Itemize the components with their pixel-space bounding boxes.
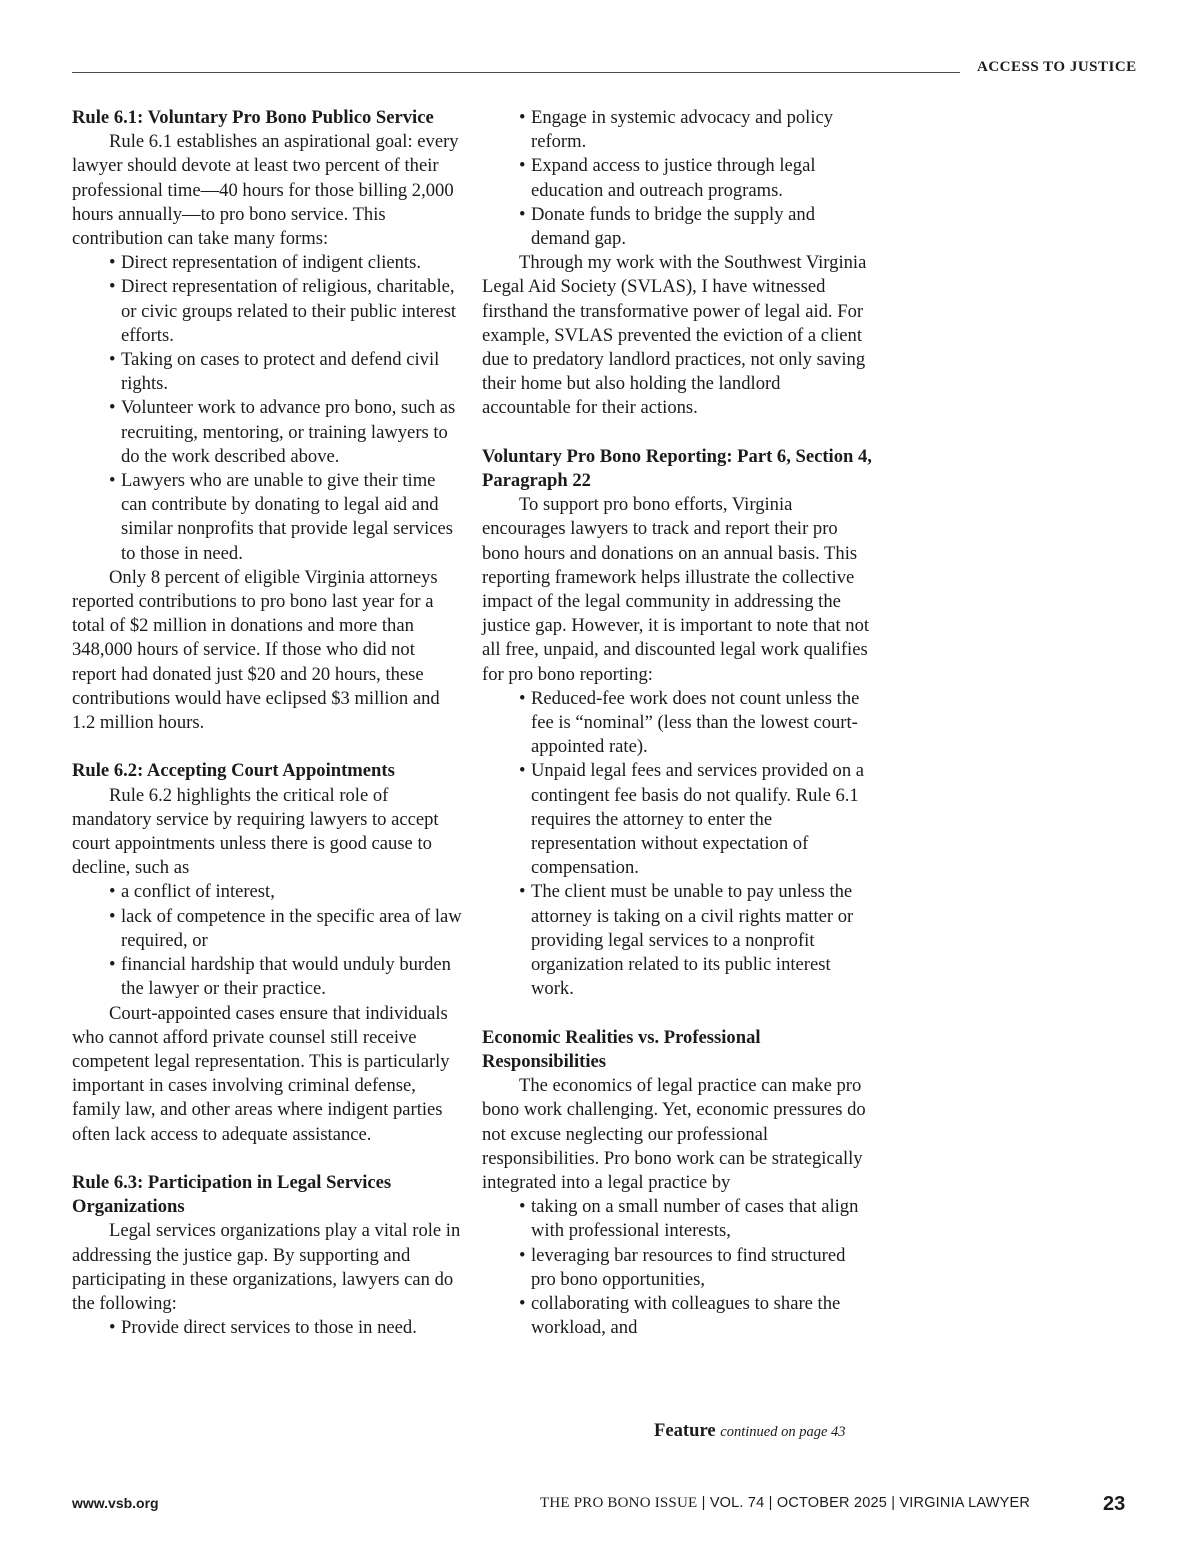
list-item: • leveraging bar resources to find structured pro bono opportunities, [519, 1244, 872, 1292]
rule63-list [72, 1316, 462, 1340]
rule61-paragraph: Rule 6.1 establishes an aspirational goal: every lawyer should devote at least two percent of their professional time—40 hours for those billing 2,000 hours annually—to pro bono service. This contribution can take many forms: [72, 131, 459, 250]
reporting-list [482, 687, 872, 1002]
economic-list [482, 1195, 872, 1340]
continued-feature-label: Feature [654, 1420, 716, 1441]
footer-url: www.vsb.org [72, 1495, 159, 1511]
rule61-list [72, 251, 462, 566]
section-spacer [72, 735, 462, 759]
footer-issue-line [540, 1495, 1030, 1512]
section-spacer [72, 1147, 462, 1171]
list-item: • Direct representation of indigent clients. [109, 251, 462, 275]
rule62-paragraph: Rule 6.2 highlights the critical role of mandatory service by requiring lawyers to accept court appointments unless there is good cause to decline, such as [72, 784, 439, 879]
footer-separator: | [701, 1495, 706, 1511]
list-item: • Expand access to justice through legal education and outreach programs. [519, 154, 872, 202]
reporting-heading: Voluntary Pro Bono Reporting: Part 6, Section 4, Paragraph 22 [482, 445, 872, 492]
rule63-heading: Rule 6.3: Participation in Legal Services Organizations [72, 1171, 392, 1218]
section-spacer [482, 1002, 872, 1026]
svlas-paragraph: Through my work with the Southwest Virginia Legal Aid Society (SVLAS), I have witnessed firsthand the transformative power of legal aid. For example, SVLAS prevented the eviction of a client due to predatory landlord practices, not only saving their home but also holding the landlord accountable for their actions. [482, 252, 867, 419]
list-item: • Taking on cases to protect and defend civil rights. [109, 348, 462, 396]
list-item: • Provide direct services to those in need. [109, 1316, 462, 1340]
right-column [482, 106, 872, 1340]
continued-note [654, 1420, 846, 1442]
footer-magazine: VIRGINIA LAWYER [899, 1495, 1030, 1511]
list-item: • Lawyers who are unable to give their time can contribute by donating to legal aid and similar nonprofits that provide legal services to those in need. [109, 469, 462, 566]
rule62-list [72, 880, 462, 1001]
list-item: • Volunteer work to advance pro bono, such as recruiting, mentoring, or training lawyers to do the work described above. [109, 396, 462, 469]
list-item: • collaborating with colleagues to share the workload, and [519, 1292, 872, 1340]
rule63-paragraph: Legal services organizations play a vital role in addressing the justice gap. By supporting and participating in these organizations, lawyers can do the following: [72, 1220, 461, 1314]
list-item: • a conflict of interest, [109, 880, 462, 904]
footer-separator: | [768, 1495, 773, 1511]
list-item: • Direct representation of religious, charitable, or civic groups related to their public interest efforts. [109, 275, 462, 348]
rule62-heading: Rule 6.2: Accepting Court Appointments [72, 760, 395, 782]
rule63-list-continued [482, 106, 872, 251]
list-item: • Reduced-fee work does not count unless the fee is “nominal” (less than the lowest court-appointed rate). [519, 687, 872, 760]
left-column [72, 106, 462, 1340]
footer-separator: | [891, 1495, 896, 1511]
economic-heading: Economic Realities vs. Professional Responsibilities [482, 1026, 761, 1072]
rule62-paragraph-2: Court-appointed cases ensure that individuals who cannot afford private counsel still receive competent legal representation. This is particularly important in cases involving criminal defense, family law, and other areas where indigent parties often lack access to adequate assistance. [72, 1002, 450, 1145]
reporting-paragraph: To support pro bono efforts, Virginia encourages lawyers to track and report their pro bono hours and donations on an annual basis. This reporting framework helps illustrate the collective impact of the legal community in addressing the justice gap. However, it is important to note that not all free, unpaid, and discounted legal work qualifies for pro bono reporting: [482, 494, 870, 685]
header-rule [72, 72, 960, 73]
page-number: 23 [1103, 1493, 1126, 1515]
list-item: • financial hardship that would unduly burden the lawyer or their practice. [109, 953, 462, 1001]
rule61-stats-paragraph: Only 8 percent of eligible Virginia attorneys reported contributions to pro bono last year for a total of $2 million in donations and more than 348,000 hours of service. If those who did not report had donated just $20 and 20 hours, these contributions would have eclipsed $3 million and 1.2 million hours. [72, 566, 440, 734]
section-label: ACCESS TO JUSTICE [977, 59, 1137, 75]
footer-date: OCTOBER 2025 [776, 1495, 887, 1511]
footer-issue-title: THE PRO BONO ISSUE [540, 1495, 698, 1511]
list-item: • The client must be unable to pay unless the attorney is taking on a civil rights matter or providing legal services to a nonprofit organization related to its public interest work. [519, 880, 872, 1001]
section-spacer [482, 421, 872, 445]
economic-paragraph: The economics of legal practice can make pro bono work challenging. Yet, economic pressures do not excuse neglecting our professional responsibilities. Pro bono work can be strategically integrated into a legal practice by [482, 1075, 866, 1193]
footer-volume: VOL. 74 [709, 1495, 765, 1511]
list-item: • taking on a small number of cases that align with professional interests, [519, 1195, 872, 1243]
continued-page-text: continued on page 43 [720, 1424, 846, 1440]
list-item: • Donate funds to bridge the supply and demand gap. [519, 203, 872, 251]
list-item: • Unpaid legal fees and services provided on a contingent fee basis do not qualify. Rule 6.1 requires the attorney to enter the representation without expectation of compensation. [519, 759, 872, 880]
rule61-heading: Rule 6.1: Voluntary Pro Bono Publico Service [72, 107, 434, 128]
list-item: • lack of competence in the specific area of law required, or [109, 905, 462, 953]
list-item: • Engage in systemic advocacy and policy reform. [519, 106, 872, 154]
